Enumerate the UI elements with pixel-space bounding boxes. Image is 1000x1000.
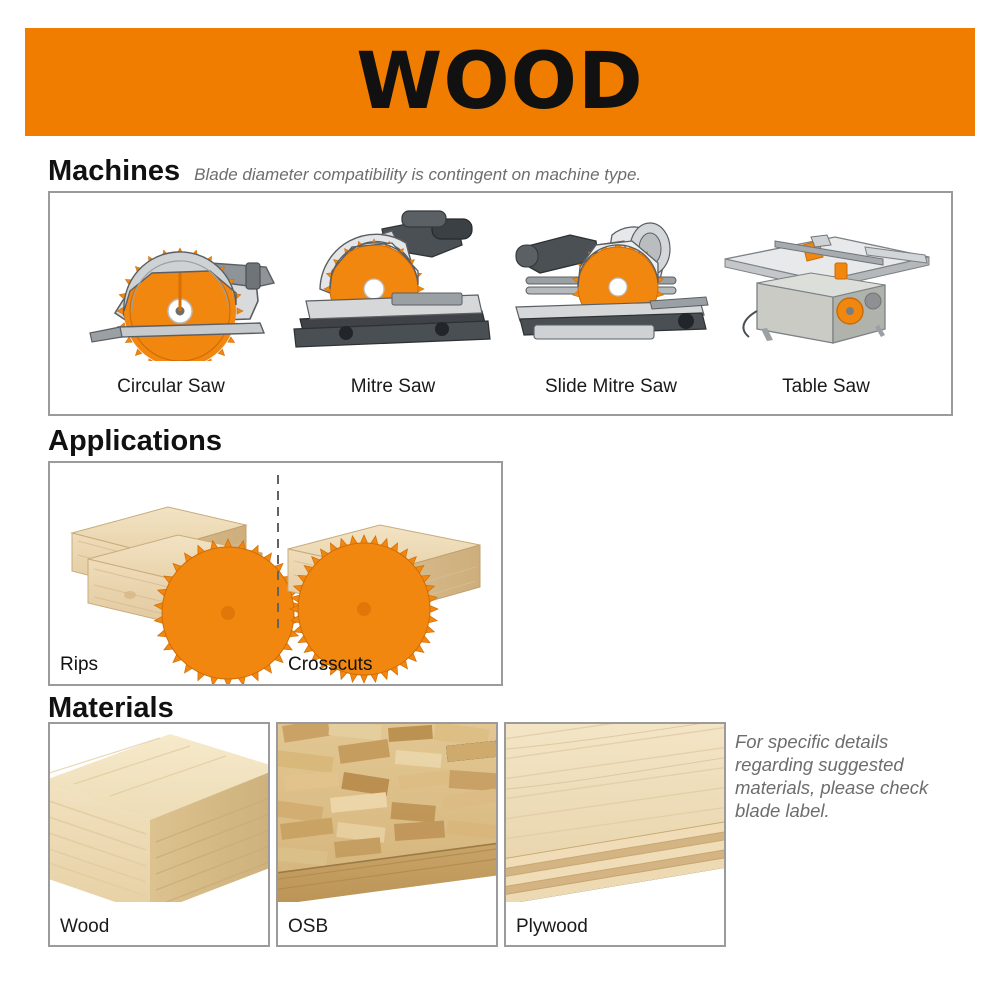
machines-note: Blade diameter compatibility is contingent on machine type. [194,165,642,184]
material-label: Plywood [516,916,588,937]
machine-label: Circular Saw [117,376,225,397]
plywood-swatch [506,724,724,902]
machines-section-header [48,155,641,188]
material-label: OSB [288,916,329,937]
applications-title: Applications [48,425,223,457]
machine-slide-mitre-saw [500,201,722,406]
solid-wood-swatch [50,724,268,902]
circular-saw-icon [60,201,282,361]
mitre-saw-icon [282,201,504,361]
machines-box [48,191,953,416]
material-label: Wood [60,916,110,937]
material-plywood [504,722,726,947]
machines-title: Machines [48,155,181,187]
applications-section-header [48,425,222,458]
osb-swatch [278,724,496,902]
applications-illustration [50,463,501,684]
applications-box [48,461,503,686]
page-title: WOOD [356,37,644,127]
machine-label: Mitre Saw [350,376,436,397]
material-osb [276,722,498,947]
material-wood [48,722,270,947]
machine-label: Table Saw [782,376,870,397]
materials-note: For specific details regarding suggested materials, please check blade label. [735,731,929,822]
slide-mitre-saw-icon [500,201,722,361]
header-banner [25,28,975,136]
application-label-crosscuts: Crosscuts [288,654,373,675]
machine-circular-saw [60,201,282,406]
machine-label: Slide Mitre Saw [545,376,677,397]
table-saw-icon [715,201,937,361]
materials-section-header [48,692,174,725]
materials-title: Materials [48,692,174,724]
application-label-rips: Rips [60,654,99,675]
machine-mitre-saw [282,201,504,406]
machine-table-saw [715,201,937,406]
